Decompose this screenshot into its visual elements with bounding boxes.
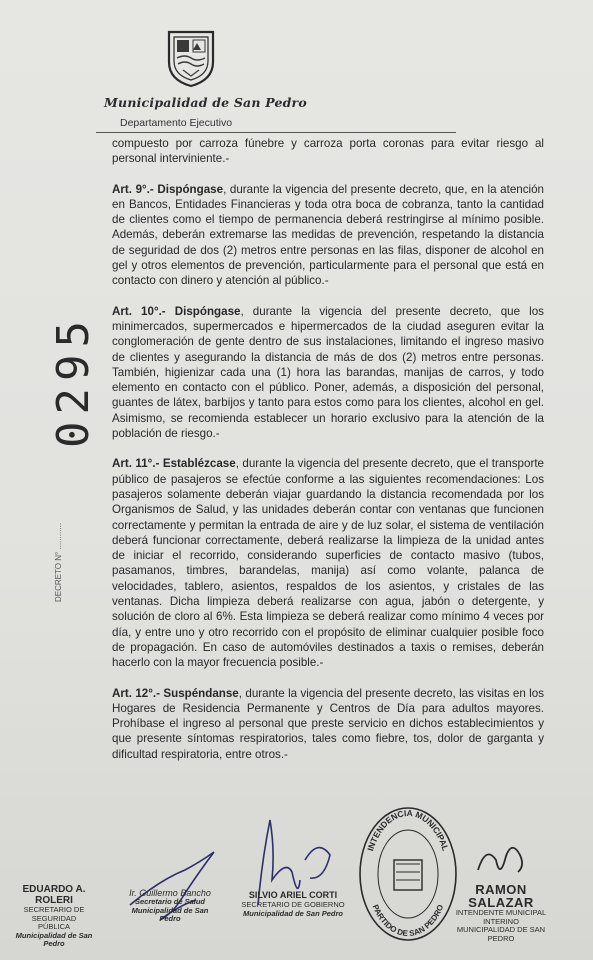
signatory-title: Secretario de Salud [134,897,206,906]
signature-corti [238,890,348,918]
signatory-name: RAMON SALAZAR [468,882,534,910]
article-heading: Art. 11°.- [112,457,160,471]
article-heading: Art. 9°.- [112,182,154,196]
article-text: compuesto por carroza fúnebre y carroza porta coronas para evitar riesgo al personal interviniente.- [112,137,544,166]
article-10 [112,304,544,442]
signatory-title: SECRETARIO DE GOBIERNO [241,900,345,909]
article-12 [112,686,544,762]
signatory-title: INTENDENTE MUNICIPAL [455,908,547,917]
article-9 [112,182,544,289]
article-text: , durante la vigencia del presente decreto, que los minimercados, supermercados e hipermercados de la ciudad aseguren evitar la conglomeración de gente dentro de sus instalaciones, limitando el ingreso masivo de clientes y asegurando la distancia de más de dos (2) metros entre personas. También, higienizar cada una (1) hora las barandas, manijas de carros, y todo elemento en contacto con el público. Poner, además, a disposición del personal, guantes de látex, barbijos y tanto para estos como para los clientes, alcohol en gel. Asimismo, se recomienda establecer un horario exclusivo para la atención de la población de riesgo.- [112,304,544,441]
article-verb: Suspéndanse [163,686,239,700]
article-text: , durante la vigencia del presente decreto, que el transporte público de pasajeros se efectúe conforme a las siguientes recomendaciones: Los pasajeros solamente deberán viajar guardando la distancia recomendada por los Organismos de Salud, y las unidades deberán contar con ventanas que funcionen correctamente y permitan la entrada de aire y de luz solar, el sistema de ventilación deberá funcionar correctamente, deberá realizarse la limpieza de la unidad antes de iniciar el recorrido, considerando superficies de contacto masivo (tubos, pasamanos, timbres, barandelas, manija) así como volante, palanca de velocidades, tablero, asientos, respaldos de los asientos, y cristales de las ventanas. Dicha limpieza deberá realizarse con agua, jabón o detergente, y solución de cloro al 6%. Esta limpieza se deberá realizar como mínimo 4 veces por día, y entre uno y otro recorrido con el propósito de eliminar cualquier posible foco de propagación. En caso de automóviles destinados a taxis o remises, deberán hacerlo con la mayor frecuencia posible.- [112,457,544,670]
department-title: Departamento Ejecutivo [120,117,233,129]
signature-roleri [4,884,104,949]
article-heading: Art. 12°.- [112,686,160,700]
signatory-org: Municipalidad de San Pedro [242,908,344,918]
article-text: , durante la vigencia del presente decreto, las visitas en los Hogares de Residencia Permanente y Centros de Día para adultos mayores. Prohíbase el ingreso al personal que preste servicio en dichos establecimientos y que presente síntomas respiratorios, tales como fiebre, tos, dolor de garganta y dificultad respiratoria, entre otros.- [112,686,544,761]
signatory-title: PÚBLICA [37,922,71,931]
article-11 [112,456,544,670]
decree-label: DECRETO N° ............ [54,522,63,602]
article-verb: Dispóngase [174,304,241,318]
municipal-seal-icon [356,804,460,944]
signatory-title: SECRETARIO DE SEGURIDAD [23,905,85,923]
signatory-org: Municipalidad de San Pedro [131,905,209,923]
signature-salazar [448,883,554,943]
signatory-name: SILVIO ARIEL CORTI [248,890,338,900]
article-text: , durante la vigencia del presente decreto, que, en la atención en Bancos, Entidades Financieras y toda otra boca de cobranza, tanto la cantidad de clientes como el tiempo de permanencia deberá restringirse al mínimo posible. Además, deberán extremarse las medidas de prevención, respetando la distancia de seguridad de dos (2) metros entre personas en las filas, disponer de alcohol en gel y otros elementos de prevención, particularmente para el personal que está en contacto con dinero y atención al público.- [112,182,544,288]
header-divider [96,132,456,133]
article-verb: Establézcase [162,457,236,471]
seal-bottom-text: PARTIDO DE SAN PEDRO [370,903,446,939]
article-heading: Art. 10°.- [112,304,166,318]
article-verb: Dispóngase [157,182,224,196]
coat-of-arms-icon [165,28,217,88]
signatory-org: Municipalidad de San Pedro [15,930,93,948]
signatory-name: Ir. Guillermo Bancho [129,888,211,898]
signatory-title: INTERINO [483,916,519,926]
article-continuation [112,136,544,167]
signatory-name: EDUARDO A. ROLERI [22,884,86,906]
svg-text:PARTIDO DE SAN PEDRO [371,903,446,938]
decree-body [112,136,544,777]
signatory-org: MUNICIPALIDAD DE SAN PEDRO [456,925,546,943]
signature-bancho [120,888,220,924]
seal-top-text: INTENDENCIA MUNICIPAL [365,807,451,853]
decree-number: 0295 [48,314,99,448]
municipality-title: Municipalidad de San Pedro [104,95,307,110]
